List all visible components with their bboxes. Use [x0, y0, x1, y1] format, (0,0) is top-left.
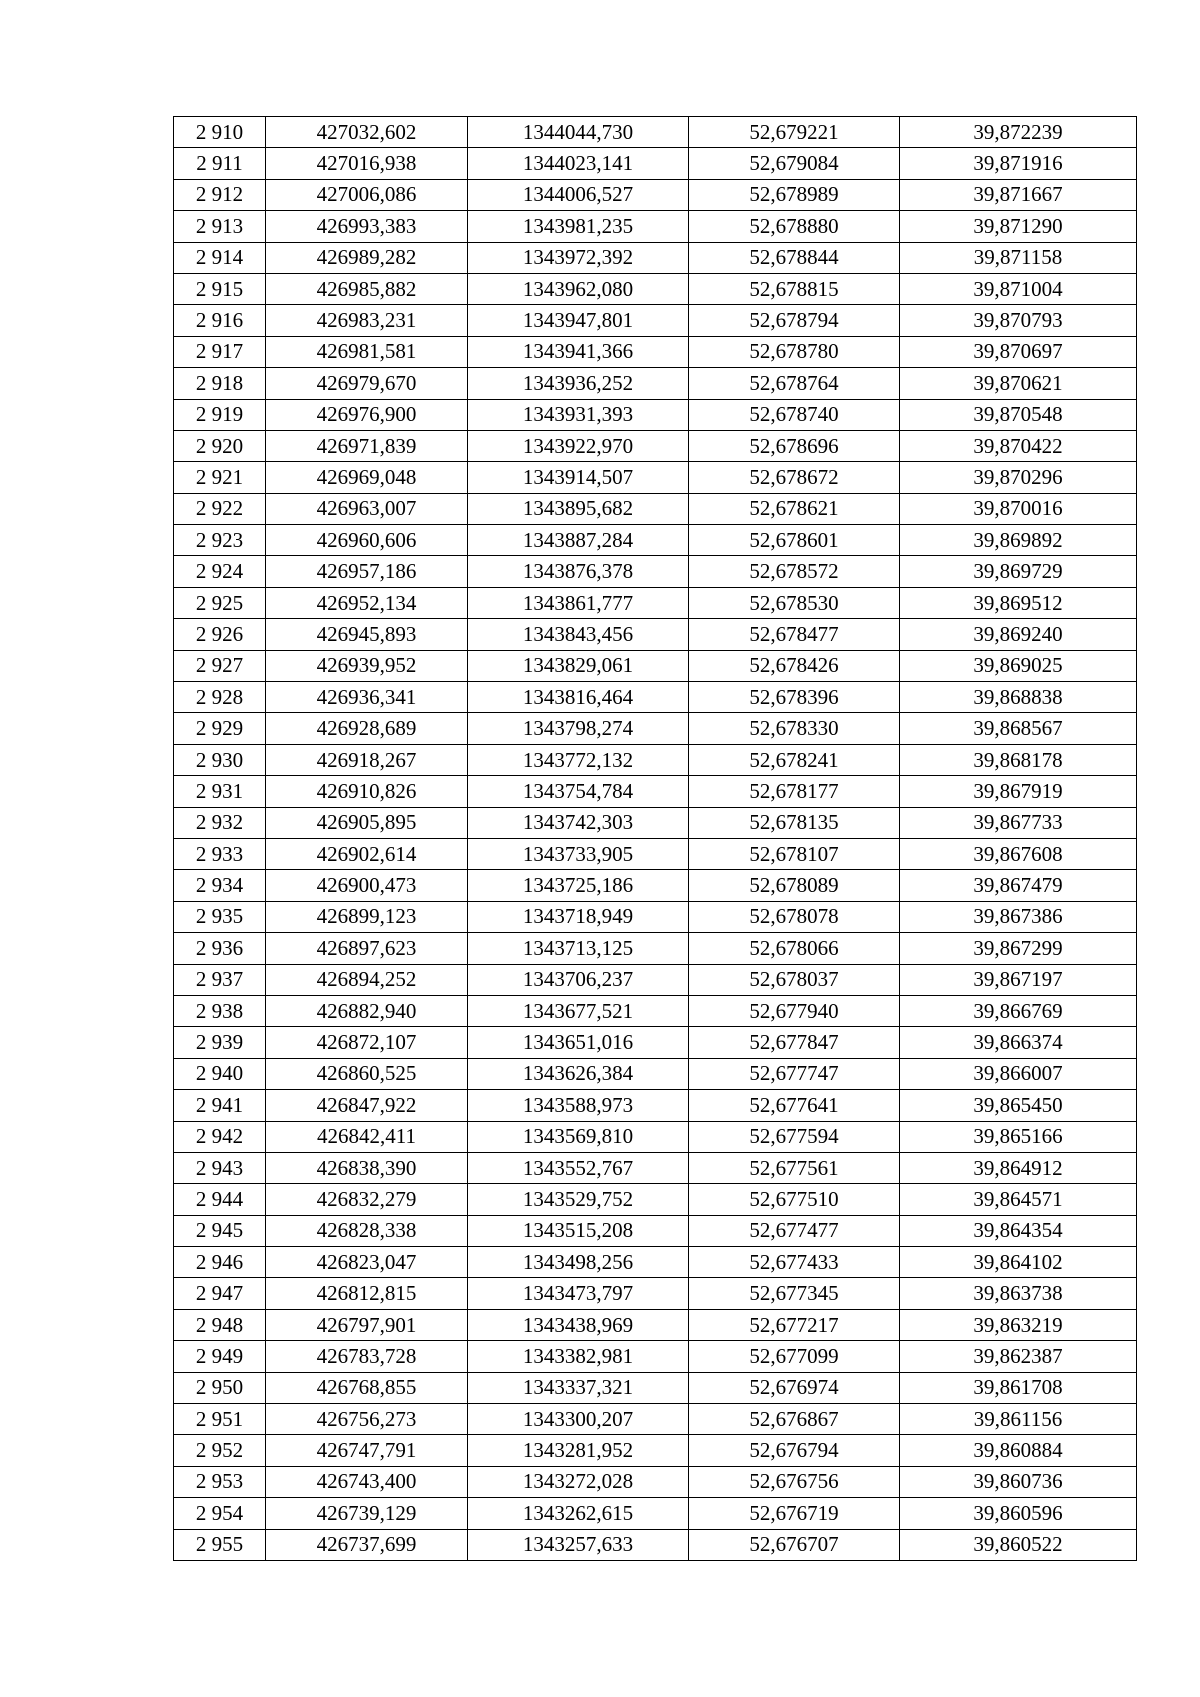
x-coordinate-cell: 426842,411 — [266, 1121, 468, 1152]
x-coordinate-cell: 426902,614 — [266, 838, 468, 869]
latitude-cell: 52,678815 — [689, 273, 900, 304]
y-coordinate-cell: 1343713,125 — [468, 933, 689, 964]
point-number-cell: 2 946 — [174, 1247, 266, 1278]
latitude-cell: 52,677847 — [689, 1027, 900, 1058]
y-coordinate-cell: 1343382,981 — [468, 1341, 689, 1372]
point-number-cell: 2 933 — [174, 838, 266, 869]
y-coordinate-cell: 1344006,527 — [468, 179, 689, 210]
x-coordinate-cell: 426981,581 — [266, 336, 468, 367]
longitude-cell: 39,871290 — [900, 211, 1137, 242]
y-coordinate-cell: 1343588,973 — [468, 1090, 689, 1121]
x-coordinate-cell: 426928,689 — [266, 713, 468, 744]
table-row — [174, 273, 1137, 304]
point-number-cell: 2 929 — [174, 713, 266, 744]
table-row — [174, 807, 1137, 838]
latitude-cell: 52,676974 — [689, 1372, 900, 1403]
table-row — [174, 1184, 1137, 1215]
longitude-cell: 39,870016 — [900, 493, 1137, 524]
x-coordinate-cell: 426832,279 — [266, 1184, 468, 1215]
table-row — [174, 1435, 1137, 1466]
y-coordinate-cell: 1343972,392 — [468, 242, 689, 273]
longitude-cell: 39,870548 — [900, 399, 1137, 430]
table-row — [174, 430, 1137, 461]
table-row — [174, 1121, 1137, 1152]
x-coordinate-cell: 426989,282 — [266, 242, 468, 273]
point-number-cell: 2 916 — [174, 305, 266, 336]
table-row — [174, 650, 1137, 681]
y-coordinate-cell: 1343887,284 — [468, 525, 689, 556]
x-coordinate-cell: 426860,525 — [266, 1058, 468, 1089]
table-row — [174, 179, 1137, 210]
latitude-cell: 52,678530 — [689, 587, 900, 618]
point-number-cell: 2 927 — [174, 650, 266, 681]
latitude-cell: 52,678880 — [689, 211, 900, 242]
y-coordinate-cell: 1343725,186 — [468, 870, 689, 901]
table-row — [174, 1215, 1137, 1246]
table-row — [174, 619, 1137, 650]
longitude-cell: 39,860522 — [900, 1529, 1137, 1560]
y-coordinate-cell: 1343718,949 — [468, 901, 689, 932]
longitude-cell: 39,862387 — [900, 1341, 1137, 1372]
longitude-cell: 39,863738 — [900, 1278, 1137, 1309]
point-number-cell: 2 919 — [174, 399, 266, 430]
longitude-cell: 39,866007 — [900, 1058, 1137, 1089]
x-coordinate-cell: 426993,383 — [266, 211, 468, 242]
x-coordinate-cell: 426957,186 — [266, 556, 468, 587]
y-coordinate-cell: 1343626,384 — [468, 1058, 689, 1089]
point-number-cell: 2 920 — [174, 430, 266, 461]
y-coordinate-cell: 1343981,235 — [468, 211, 689, 242]
longitude-cell: 39,872239 — [900, 117, 1137, 148]
latitude-cell: 52,678177 — [689, 776, 900, 807]
table-row — [174, 1498, 1137, 1529]
y-coordinate-cell: 1343754,784 — [468, 776, 689, 807]
y-coordinate-cell: 1343816,464 — [468, 682, 689, 713]
y-coordinate-cell: 1343569,810 — [468, 1121, 689, 1152]
latitude-cell: 52,677477 — [689, 1215, 900, 1246]
table-row — [174, 305, 1137, 336]
latitude-cell: 52,678740 — [689, 399, 900, 430]
latitude-cell: 52,678396 — [689, 682, 900, 713]
longitude-cell: 39,867299 — [900, 933, 1137, 964]
x-coordinate-cell: 426985,882 — [266, 273, 468, 304]
y-coordinate-cell: 1343498,256 — [468, 1247, 689, 1278]
table-row — [174, 462, 1137, 493]
point-number-cell: 2 935 — [174, 901, 266, 932]
table-row — [174, 1090, 1137, 1121]
longitude-cell: 39,867608 — [900, 838, 1137, 869]
longitude-cell: 39,868567 — [900, 713, 1137, 744]
table-row — [174, 1278, 1137, 1309]
latitude-cell: 52,678477 — [689, 619, 900, 650]
y-coordinate-cell: 1343337,321 — [468, 1372, 689, 1403]
table-row — [174, 556, 1137, 587]
table-row — [174, 368, 1137, 399]
x-coordinate-cell: 426838,390 — [266, 1152, 468, 1183]
y-coordinate-cell: 1343742,303 — [468, 807, 689, 838]
table-row — [174, 242, 1137, 273]
longitude-cell: 39,871158 — [900, 242, 1137, 273]
x-coordinate-cell: 426882,940 — [266, 995, 468, 1026]
y-coordinate-cell: 1343876,378 — [468, 556, 689, 587]
point-number-cell: 2 913 — [174, 211, 266, 242]
x-coordinate-cell: 426812,815 — [266, 1278, 468, 1309]
point-number-cell: 2 944 — [174, 1184, 266, 1215]
x-coordinate-cell: 426872,107 — [266, 1027, 468, 1058]
longitude-cell: 39,863219 — [900, 1309, 1137, 1340]
x-coordinate-cell: 426828,338 — [266, 1215, 468, 1246]
x-coordinate-cell: 426823,047 — [266, 1247, 468, 1278]
table-row — [174, 1027, 1137, 1058]
longitude-cell: 39,869025 — [900, 650, 1137, 681]
table-row — [174, 117, 1137, 148]
latitude-cell: 52,678780 — [689, 336, 900, 367]
point-number-cell: 2 926 — [174, 619, 266, 650]
point-number-cell: 2 922 — [174, 493, 266, 524]
table-row — [174, 1529, 1137, 1560]
latitude-cell: 52,678135 — [689, 807, 900, 838]
longitude-cell: 39,866374 — [900, 1027, 1137, 1058]
y-coordinate-cell: 1343272,028 — [468, 1466, 689, 1497]
latitude-cell: 52,678066 — [689, 933, 900, 964]
longitude-cell: 39,861708 — [900, 1372, 1137, 1403]
y-coordinate-cell: 1343438,969 — [468, 1309, 689, 1340]
latitude-cell: 52,678330 — [689, 713, 900, 744]
longitude-cell: 39,866769 — [900, 995, 1137, 1026]
table-row — [174, 1341, 1137, 1372]
table-row — [174, 1058, 1137, 1089]
table-row — [174, 870, 1137, 901]
point-number-cell: 2 945 — [174, 1215, 266, 1246]
y-coordinate-cell: 1343515,208 — [468, 1215, 689, 1246]
y-coordinate-cell: 1343473,797 — [468, 1278, 689, 1309]
x-coordinate-cell: 426743,400 — [266, 1466, 468, 1497]
table-row — [174, 211, 1137, 242]
latitude-cell: 52,678078 — [689, 901, 900, 932]
table-row — [174, 1152, 1137, 1183]
latitude-cell: 52,678989 — [689, 179, 900, 210]
longitude-cell: 39,865166 — [900, 1121, 1137, 1152]
longitude-cell: 39,871667 — [900, 179, 1137, 210]
longitude-cell: 39,861156 — [900, 1404, 1137, 1435]
longitude-cell: 39,870793 — [900, 305, 1137, 336]
y-coordinate-cell: 1343529,752 — [468, 1184, 689, 1215]
x-coordinate-cell: 426768,855 — [266, 1372, 468, 1403]
point-number-cell: 2 911 — [174, 148, 266, 179]
latitude-cell: 52,678621 — [689, 493, 900, 524]
latitude-cell: 52,678794 — [689, 305, 900, 336]
latitude-cell: 52,678572 — [689, 556, 900, 587]
latitude-cell: 52,676756 — [689, 1466, 900, 1497]
latitude-cell: 52,676794 — [689, 1435, 900, 1466]
x-coordinate-cell: 426897,623 — [266, 933, 468, 964]
y-coordinate-cell: 1343861,777 — [468, 587, 689, 618]
x-coordinate-cell: 426756,273 — [266, 1404, 468, 1435]
x-coordinate-cell: 426910,826 — [266, 776, 468, 807]
y-coordinate-cell: 1344023,141 — [468, 148, 689, 179]
coordinates-table-body — [174, 117, 1137, 1561]
y-coordinate-cell: 1343677,521 — [468, 995, 689, 1026]
x-coordinate-cell: 426936,341 — [266, 682, 468, 713]
table-row — [174, 493, 1137, 524]
latitude-cell: 52,676867 — [689, 1404, 900, 1435]
y-coordinate-cell: 1344044,730 — [468, 117, 689, 148]
point-number-cell: 2 943 — [174, 1152, 266, 1183]
latitude-cell: 52,679221 — [689, 117, 900, 148]
y-coordinate-cell: 1343843,456 — [468, 619, 689, 650]
x-coordinate-cell: 427032,602 — [266, 117, 468, 148]
y-coordinate-cell: 1343895,682 — [468, 493, 689, 524]
longitude-cell: 39,860596 — [900, 1498, 1137, 1529]
y-coordinate-cell: 1343281,952 — [468, 1435, 689, 1466]
y-coordinate-cell: 1343798,274 — [468, 713, 689, 744]
x-coordinate-cell: 426952,134 — [266, 587, 468, 618]
point-number-cell: 2 940 — [174, 1058, 266, 1089]
longitude-cell: 39,871004 — [900, 273, 1137, 304]
latitude-cell: 52,676707 — [689, 1529, 900, 1560]
table-row — [174, 901, 1137, 932]
x-coordinate-cell: 426847,922 — [266, 1090, 468, 1121]
x-coordinate-cell: 426737,699 — [266, 1529, 468, 1560]
y-coordinate-cell: 1343922,970 — [468, 430, 689, 461]
y-coordinate-cell: 1343947,801 — [468, 305, 689, 336]
longitude-cell: 39,870296 — [900, 462, 1137, 493]
x-coordinate-cell: 426797,901 — [266, 1309, 468, 1340]
longitude-cell: 39,867733 — [900, 807, 1137, 838]
table-row — [174, 525, 1137, 556]
point-number-cell: 2 928 — [174, 682, 266, 713]
point-number-cell: 2 939 — [174, 1027, 266, 1058]
longitude-cell: 39,867197 — [900, 964, 1137, 995]
table-row — [174, 148, 1137, 179]
x-coordinate-cell: 426939,952 — [266, 650, 468, 681]
longitude-cell: 39,868178 — [900, 744, 1137, 775]
latitude-cell: 52,678426 — [689, 650, 900, 681]
point-number-cell: 2 938 — [174, 995, 266, 1026]
point-number-cell: 2 947 — [174, 1278, 266, 1309]
point-number-cell: 2 951 — [174, 1404, 266, 1435]
point-number-cell: 2 921 — [174, 462, 266, 493]
x-coordinate-cell: 426971,839 — [266, 430, 468, 461]
latitude-cell: 52,677561 — [689, 1152, 900, 1183]
table-row — [174, 399, 1137, 430]
longitude-cell: 39,860736 — [900, 1466, 1137, 1497]
latitude-cell: 52,678107 — [689, 838, 900, 869]
point-number-cell: 2 934 — [174, 870, 266, 901]
point-number-cell: 2 941 — [174, 1090, 266, 1121]
x-coordinate-cell: 426945,893 — [266, 619, 468, 650]
table-row — [174, 336, 1137, 367]
point-number-cell: 2 936 — [174, 933, 266, 964]
latitude-cell: 52,678844 — [689, 242, 900, 273]
table-row — [174, 713, 1137, 744]
longitude-cell: 39,870697 — [900, 336, 1137, 367]
latitude-cell: 52,678696 — [689, 430, 900, 461]
y-coordinate-cell: 1343931,393 — [468, 399, 689, 430]
longitude-cell: 39,869512 — [900, 587, 1137, 618]
latitude-cell: 52,677510 — [689, 1184, 900, 1215]
latitude-cell: 52,676719 — [689, 1498, 900, 1529]
y-coordinate-cell: 1343962,080 — [468, 273, 689, 304]
longitude-cell: 39,860884 — [900, 1435, 1137, 1466]
y-coordinate-cell: 1343257,633 — [468, 1529, 689, 1560]
longitude-cell: 39,864571 — [900, 1184, 1137, 1215]
table-row — [174, 933, 1137, 964]
table-row — [174, 995, 1137, 1026]
latitude-cell: 52,677594 — [689, 1121, 900, 1152]
latitude-cell: 52,677641 — [689, 1090, 900, 1121]
x-coordinate-cell: 426983,231 — [266, 305, 468, 336]
table-row — [174, 1372, 1137, 1403]
x-coordinate-cell: 426976,900 — [266, 399, 468, 430]
table-row — [174, 838, 1137, 869]
longitude-cell: 39,867479 — [900, 870, 1137, 901]
x-coordinate-cell: 427016,938 — [266, 148, 468, 179]
table-row — [174, 1247, 1137, 1278]
longitude-cell: 39,870422 — [900, 430, 1137, 461]
coordinates-table — [173, 116, 1137, 1561]
point-number-cell: 2 937 — [174, 964, 266, 995]
table-row — [174, 1404, 1137, 1435]
point-number-cell: 2 932 — [174, 807, 266, 838]
table-row — [174, 682, 1137, 713]
x-coordinate-cell: 426969,048 — [266, 462, 468, 493]
point-number-cell: 2 931 — [174, 776, 266, 807]
longitude-cell: 39,869729 — [900, 556, 1137, 587]
longitude-cell: 39,864912 — [900, 1152, 1137, 1183]
x-coordinate-cell: 426963,007 — [266, 493, 468, 524]
point-number-cell: 2 950 — [174, 1372, 266, 1403]
latitude-cell: 52,678241 — [689, 744, 900, 775]
latitude-cell: 52,678089 — [689, 870, 900, 901]
point-number-cell: 2 917 — [174, 336, 266, 367]
table-row — [174, 1466, 1137, 1497]
y-coordinate-cell: 1343262,615 — [468, 1498, 689, 1529]
x-coordinate-cell: 426739,129 — [266, 1498, 468, 1529]
longitude-cell: 39,870621 — [900, 368, 1137, 399]
longitude-cell: 39,864102 — [900, 1247, 1137, 1278]
latitude-cell: 52,678672 — [689, 462, 900, 493]
latitude-cell: 52,678601 — [689, 525, 900, 556]
longitude-cell: 39,871916 — [900, 148, 1137, 179]
longitude-cell: 39,864354 — [900, 1215, 1137, 1246]
latitude-cell: 52,677747 — [689, 1058, 900, 1089]
longitude-cell: 39,867386 — [900, 901, 1137, 932]
point-number-cell: 2 924 — [174, 556, 266, 587]
x-coordinate-cell: 426960,606 — [266, 525, 468, 556]
latitude-cell: 52,677217 — [689, 1309, 900, 1340]
y-coordinate-cell: 1343941,366 — [468, 336, 689, 367]
latitude-cell: 52,677940 — [689, 995, 900, 1026]
longitude-cell: 39,867919 — [900, 776, 1137, 807]
x-coordinate-cell: 426900,473 — [266, 870, 468, 901]
point-number-cell: 2 923 — [174, 525, 266, 556]
point-number-cell: 2 925 — [174, 587, 266, 618]
y-coordinate-cell: 1343300,207 — [468, 1404, 689, 1435]
y-coordinate-cell: 1343651,016 — [468, 1027, 689, 1058]
latitude-cell: 52,679084 — [689, 148, 900, 179]
point-number-cell: 2 953 — [174, 1466, 266, 1497]
table-row — [174, 587, 1137, 618]
point-number-cell: 2 948 — [174, 1309, 266, 1340]
longitude-cell: 39,868838 — [900, 682, 1137, 713]
longitude-cell: 39,865450 — [900, 1090, 1137, 1121]
point-number-cell: 2 914 — [174, 242, 266, 273]
point-number-cell: 2 915 — [174, 273, 266, 304]
longitude-cell: 39,869240 — [900, 619, 1137, 650]
point-number-cell: 2 910 — [174, 117, 266, 148]
table-row — [174, 776, 1137, 807]
point-number-cell: 2 949 — [174, 1341, 266, 1372]
table-row — [174, 1309, 1137, 1340]
x-coordinate-cell: 427006,086 — [266, 179, 468, 210]
x-coordinate-cell: 426783,728 — [266, 1341, 468, 1372]
y-coordinate-cell: 1343829,061 — [468, 650, 689, 681]
table-row — [174, 744, 1137, 775]
x-coordinate-cell: 426918,267 — [266, 744, 468, 775]
x-coordinate-cell: 426894,252 — [266, 964, 468, 995]
point-number-cell: 2 912 — [174, 179, 266, 210]
y-coordinate-cell: 1343936,252 — [468, 368, 689, 399]
x-coordinate-cell: 426905,895 — [266, 807, 468, 838]
y-coordinate-cell: 1343772,132 — [468, 744, 689, 775]
point-number-cell: 2 955 — [174, 1529, 266, 1560]
x-coordinate-cell: 426899,123 — [266, 901, 468, 932]
y-coordinate-cell: 1343914,507 — [468, 462, 689, 493]
x-coordinate-cell: 426979,670 — [266, 368, 468, 399]
point-number-cell: 2 930 — [174, 744, 266, 775]
y-coordinate-cell: 1343552,767 — [468, 1152, 689, 1183]
point-number-cell: 2 954 — [174, 1498, 266, 1529]
point-number-cell: 2 918 — [174, 368, 266, 399]
latitude-cell: 52,678764 — [689, 368, 900, 399]
point-number-cell: 2 942 — [174, 1121, 266, 1152]
longitude-cell: 39,869892 — [900, 525, 1137, 556]
latitude-cell: 52,677345 — [689, 1278, 900, 1309]
y-coordinate-cell: 1343733,905 — [468, 838, 689, 869]
x-coordinate-cell: 426747,791 — [266, 1435, 468, 1466]
y-coordinate-cell: 1343706,237 — [468, 964, 689, 995]
point-number-cell: 2 952 — [174, 1435, 266, 1466]
latitude-cell: 52,678037 — [689, 964, 900, 995]
latitude-cell: 52,677099 — [689, 1341, 900, 1372]
latitude-cell: 52,677433 — [689, 1247, 900, 1278]
table-row — [174, 964, 1137, 995]
